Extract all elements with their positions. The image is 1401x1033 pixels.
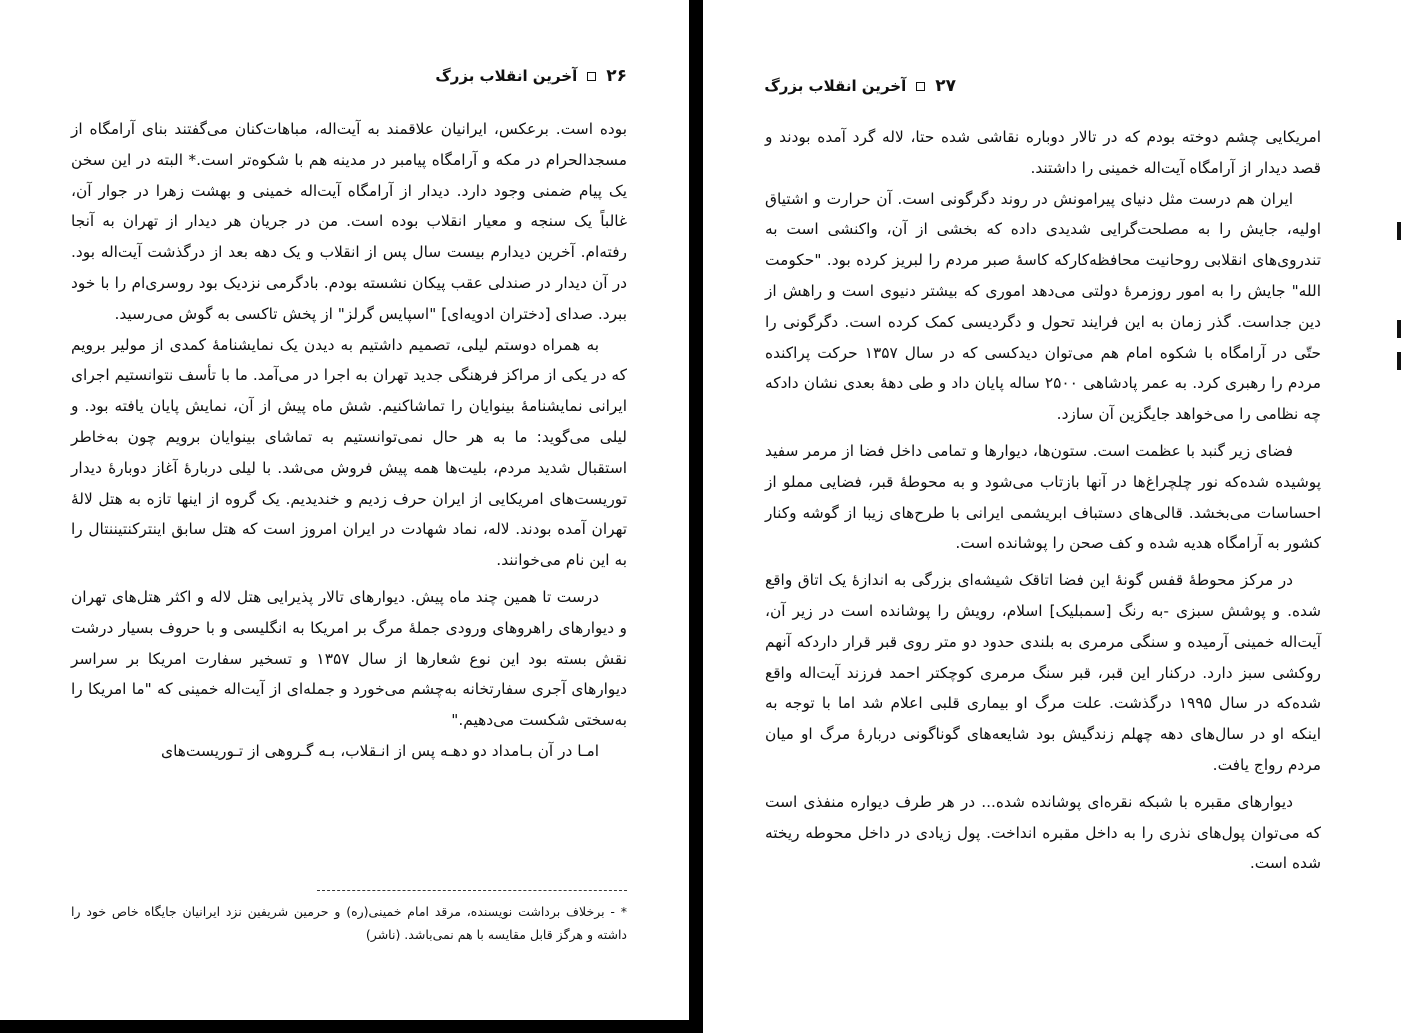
scan-edge-mark [1397,320,1401,338]
body-text [765,122,1321,879]
paragraph: در مرکز محوطهٔ قفس گونهٔ این فضا اتاقک شیشه‌ای بزرگی به اندازهٔ یک اتاق واقع شده. و پوشش سبزی -به رنگ [سمبلیک] اسلام، رویش را پوشانده است در زیر آن، آیت‌اله خمینی آرمیده و سنگی مرمری به بلندی حدود دو متر روی قبر قرار دارد‌که آنهم روکشی سبز دارد. درکنار این قبر، قبر سنگ مرمری کوچکتر احمد فرزند آیت‌اله واقع شده‌که در سال ۱۹۹۵ درگذشت. علت مرگ او بیماری قلبی اعلام شد اما با توجه به اینکه او در سال‌های دهه چهلم زندگیش بود شایعه‌های گوناگونی دربارهٔ مرگ او میان مردم رواج یافت. [765,571,1321,774]
footnote: * - برخلاف برداشت نویسنده، مرقد امام خمینی(ره) و حرمین شریفین نزد ایرانیان جایگاه خاص خود را داشته و هرگز قابل مقایسه با هم نمی‌باشد. (ناشر) [71,904,627,942]
paragraph: درست تا همین چند ماه پیش. دیوارهای تالار پذیرایی هتل لاله و اکثر هتل‌های تهران و دیوارهای راهروهای ورودی جملهٔ مرگ بر امریکا به انگلیسی و با حروف بسیار درشت نقش بسته بود این نوع شعارها از سال ۱۳۵۷ و تسخیر سفارت امریکا بر سراسر دیوارهای آجری سفارتخانه به‌چشم می‌خورد و جمله‌ای از آیت‌اله خمینی که "ما امریکا را به‌سختی شکست می‌دهیم." [71,587,627,730]
right-page [700,0,1401,1033]
page-number: ۲۷ [935,76,956,96]
page-number: ۲۶ [606,66,627,86]
paragraph: فضای زیر گنبد با عظمت است. ستون‌ها، دیوارها و تمامی داخل فضا از مرمر سفید پوشیده شده‌که نور چلچراغ‌ها در آنها بازتاب می‌شود و به محوطهٔ قبر، فضایی مملو از احساسات می‌بخشد. قالی‌های دستباف ابریشمی ایرانی با طرح‌های زیبا از گوشه وکنار کشور به آرامگاه هدیه شده و کف صحن را پوشانده است. [765,441,1321,553]
page-header-left [435,66,627,86]
page-header-right [764,76,956,96]
spine-shadow [700,0,703,1033]
paragraph: به همراه دوستم لیلی، تصمیم داشتیم به دیدن یک نمایشنامهٔ کمدی از مولیر برویم که در یکی از مراکز فرهنگی جدید تهران به اجرا در می‌آمد. ما با تأسف نتوانستیم اجرای ایرانی نمایشنامهٔ بینوایان را تماشاکنیم. شش ماه پیش از آن، نمایش پایان یافته بود. و لیلی می‌گوید: ما به هر حال نمی‌توانستیم به تماشای بینوایان برویم چون به‌خاطر استقبال شدید مردم، بلیت‌ها همه پیش فروش می‌شد. با لیلی دربارهٔ آغاز دوبارهٔ دیدار توریست‌های امریکایی از ایران حرف زدیم و خندیدیم. یک گروه از اینها تازه به هتل لالهٔ تهران آمده بودند. لاله، نماد شهادت در ایران امروز است که هتل سابق اینترکنتیننتال را به این نام می‌خوانند. [71,335,627,570]
running-title: آخرین انقلاب بزرگ [435,67,578,85]
left-page [0,0,695,1020]
square-ornament-icon [587,72,596,81]
scan-edge-mark [1397,352,1401,370]
square-ornament-icon [916,82,925,91]
scan-edge-mark [1397,222,1401,240]
body-text [71,114,627,767]
paragraph: بوده است. برعکس، ایرانیان علاقمند به آیت‌اله، مباهات‌کنان می‌گفتند بنای آرامگاه از مسجدالحرام در مکه و آرامگاه پیامبر در مدینه هم با شکوه‌تر است.* البته در این سخن یک پیام ضمنی وجود دارد. دیدار از آرامگاه آیت‌اله خمینی و بهشت زهرا در جوار آن، غالباً یک سنجه و معیار انقلاب بوده است. من در جریان هر دیدار از تهران به آنجا رفته‌ام. آخرین دیدارم بیست سال پس از انقلاب و یک دهه بعد از درگذشت آیت‌اله بود. در آن دیدار در صندلی عقب پیکان نشسته بودم. بادگرمی نزدیک بود روسری‌ام را با خود ببرد. صدای [دختران ادویه‌ای] "اسپایس گرلز" از پخش تاکسی به گوش می‌رسید. [71,120,627,323]
running-title: آخرین انقلاب بزرگ [764,77,907,95]
paragraph: دیوارهای مقبره با شبکه نقره‌ای پوشانده شده... در هر طرف دیواره منفذی است که می‌توان پول‌های نذری را به داخل مقبره انداخت. پول زیادی در داخل محوطه ریخته شده است. [765,792,1321,873]
spine-shadow [689,0,695,1020]
footnote-divider [317,890,627,891]
paragraph: ایران هم درست مثل دنیای پیرامونش در روند دگرگونی است. آن حرارت و اشتیاق اولیه، جایش را به مصلحت‌گرایی شدیدی داده که بخشی از آن، واکنشی است به تندروی‌های انقلابی روحانیت محافظه‌کارکه کاسهٔ صبر مردم را لبریز کرده بود. "حکومت الله" جایش را به امور روزمرهٔ دولتی می‌دهد اموری که بیشتر دنیوی است و راهش از دین جداست. گذر زمان به این فرایند تحول و دگردیسی کمک کرده است. دگرگونی را حتّی در آرامگاه با شکوه امام هم می‌توان دیدکسی که در سال ۱۳۵۷ حرکت پراکنده مردم را رهبری کرد. به عمر پادشاهی ۲۵۰۰ ساله پایان داد و طی دههٔ بعدی نشان دادکه چه نظامی را می‌خواهد جایگزین آن سازد. [765,189,1321,424]
paragraph: امریکایی چشم دوخته بودم که در تالار دوباره نقاشی شده حتا، لاله گرد آمده بودند و قصد دیدار از آرامگاه آیت‌اله خمینی را داشتند. [765,128,1321,177]
paragraph: امـا در آن بـامداد دو دهـه پس از انـقلاب، بـه گـروهی از تـوریست‌های [161,741,599,760]
